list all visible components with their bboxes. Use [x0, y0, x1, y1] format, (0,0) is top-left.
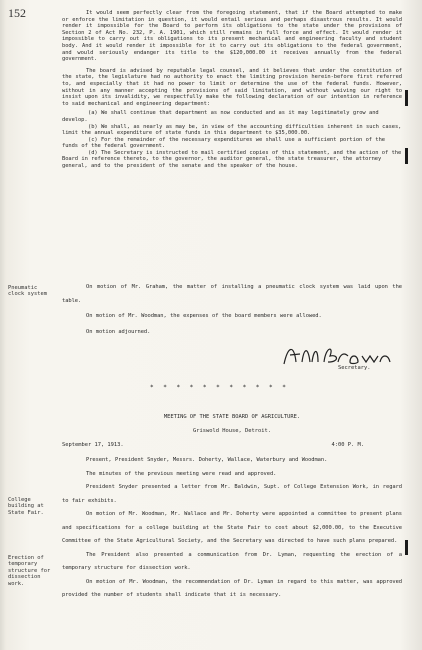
edge-mark-2 [405, 148, 408, 164]
paragraph-letter: President Snyder presented a letter from Mr. Baldwin, Supt. of College Extension Work, in regard to fair exhibits. [62, 484, 402, 504]
paragraph-expenses: On motion of Mr. Woodman, the expenses of the board members were allowed. [86, 313, 322, 319]
paragraph-limitation-results: It would seem perfectly clear from the foregoing statement, that if the Board attempted to make or enforce the limitation in question, it would entail serious and perhaps disastrous results. It would render it impossible for the Board to perform its obligations to the state under the provisions of Section 2 of Act No. 232, P. A. 1901, which still remains in full force and effect. It would render it impossible to carry out its obligations to its present mechanical and engineering faculty and student body. And it would render it impossible for it to carry out its obligations to the federal government, and would seriously endanger its title to the $120,000.00 it receives annually from the federal government. [62, 10, 402, 63]
paragraph-legal-counsel: The board is advised by reputable legal counsel, and it believes that under the constitution of the state, the legislature had no authority to enact the limiting provision herein-before first referred to, and especially that it had no power to limit or determine the use of the federal funds. However, without in any manner accepting the provisions of said limitation, and without waiving our right to insist upon its invalidity, we respectfully make the following declaration of our intention in reference to said mechanical and engineering department: [62, 67, 402, 107]
meeting-title: MEETING OF THE STATE BOARD OF AGRICULTURE. [163, 414, 301, 420]
paragraph-adjourned: On motion adjourned. [86, 328, 151, 335]
meeting-date-row [62, 442, 402, 448]
signature-text: A.M. Brown [282, 368, 289, 369]
paragraph-minutes: The minutes of the previous meeting were read and approved. [86, 470, 277, 477]
meeting-time: 4:00 P. M. [331, 442, 364, 448]
secretary-label: Secretary. [338, 365, 371, 371]
edge-mark-1 [405, 90, 408, 106]
paragraph-recommendation: On motion of Mr. Woodman, the recommendation of Dr. Lyman in regard to this matter, was approved provided the number of students shall indicate that it is necessary. [62, 578, 402, 598]
body-pneumatic [62, 281, 402, 344]
paragraph-lyman: The President also presented a communication from Dr. Lyman, requesting the erection of a temporary structure for dissection work. [62, 551, 402, 571]
paragraph-committee: On motion of Mr. Woodman, Mr. Wallace and Mr. Doherty were appointed a committee to present plans and specifications for a college building at the State Fair to cost about $2,000.00, to the Executive Committee of the State Agricultural Society, and the Secretary was directed to have such plans prepared. [62, 511, 402, 544]
item-c: (c) For the remainder of the necessary expenditures we shall use a sufficient portion of the funds of the federal government. [62, 136, 385, 150]
item-b: (b) We shall, as nearly as may be, in view of the accounting difficulties inherent in such cases, limit the annual expenditure of state funds in this department to $35,000.00. [62, 123, 402, 137]
margin-note-pneumatic: Pneumatic clock system [8, 285, 47, 298]
margin-note-college-building: College building at State Fair. [8, 497, 44, 516]
item-d: (d) The Secretary is instructed to mail certified copies of this statement, and the action of the Board in reference thereto, to the governor, the auditor general, the state treasurer, the attorney general, and to the president of the senate and the speaker of the house. [62, 149, 402, 170]
item-a: (a) We shall continue that department as now conducted and as it may legitimately grow and develop. [62, 110, 379, 123]
margin-note-erection: Erection of temporary structure for dissection work. [8, 555, 51, 587]
meeting-place: Griswold House, Detroit. [193, 428, 271, 434]
body-meeting [62, 454, 402, 603]
paragraph-pneumatic-clock: On motion of Mr. Graham, the matter of installing a pneumatic clock system was laid upon the table. [62, 284, 402, 304]
body-upper [62, 10, 402, 170]
meeting-date: September 17, 1913. [62, 442, 124, 448]
page-number: 152 [8, 6, 26, 20]
edge-mark-3 [405, 540, 408, 555]
section-separator: * * * * * * * * * * * [150, 384, 289, 391]
paragraph-present: Present, President Snyder, Messrs. Doherty, Wallace, Waterbury and Woodman. [86, 457, 328, 463]
